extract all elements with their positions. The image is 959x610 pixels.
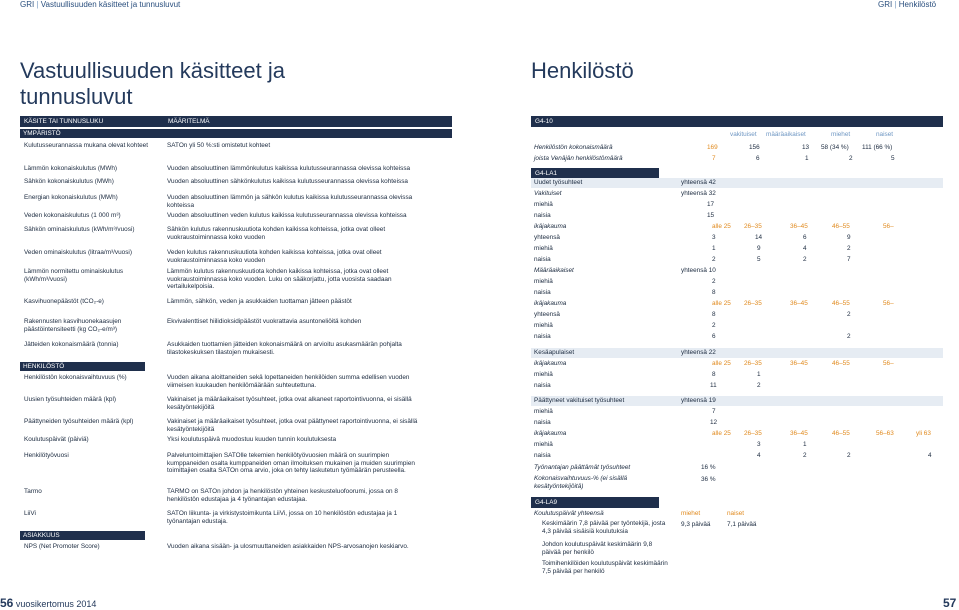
table-row <box>531 520 943 538</box>
page-title-right: Henkilöstö <box>531 58 634 83</box>
row-label: Keskimäärin 7,8 päivää per työntekijä, josta 4,3 päivää sisäisiä koulutuksia <box>542 520 666 535</box>
term: Henkilöstön kokonaisvaihtuvuus (%) <box>24 374 127 381</box>
definition: Yksi koulutuspäivä muodostuu kuuden tunnin koulutuksesta <box>167 436 337 443</box>
separator: | <box>894 0 899 9</box>
table-row <box>531 463 943 473</box>
cell: 7 <box>712 155 716 162</box>
cell: 11 <box>710 382 717 389</box>
cell: Kesäapulaiset <box>534 349 575 356</box>
cell: Päättyneet vakituiset työsuhteet <box>534 397 625 404</box>
cell: yli 63 <box>916 430 931 437</box>
gri-label: GRI <box>878 0 893 9</box>
definition: Vakinaiset ja määräaikaiset työsuhteet, jotka ovat päättyneet raportointivuonna, ei sisällä kesätyöntekijöitä <box>167 418 418 433</box>
cell: Määräaikaiset <box>534 267 574 274</box>
table-row <box>531 154 943 164</box>
cell: 5 <box>757 256 761 263</box>
cell: yhteensä 32 <box>681 190 716 197</box>
definition: Lämmön, sähkön, veden ja asukkaiden tuottaman jätteen päästöt <box>167 298 352 305</box>
definition: SATOn liikunta- ja virkistystoimikunta LiiVi, jossa on 10 henkilöstön edustajaa ja 1 työnantajan edustaja. <box>167 510 398 525</box>
term: LiiVi <box>24 510 36 517</box>
title-line1: Vastuullisuuden käsitteet ja <box>20 58 285 83</box>
cell: 17 <box>707 201 715 208</box>
la9-header: G4-LA9 <box>531 497 659 508</box>
cell: 6 <box>803 234 807 241</box>
cell: ikäjakauma <box>534 300 567 307</box>
table-row <box>531 381 943 391</box>
table-row <box>531 310 943 320</box>
cell: 7,1 päivää <box>727 521 757 528</box>
cell: 2 <box>803 452 807 459</box>
cell: 2 <box>847 452 851 459</box>
title-line2: tunnusluvut <box>20 84 133 109</box>
definition: Lämmön kulutus rakennuskuutiota kohden kaikissa kohteissa, jotka ovat olleet vuokraustoiminnassa koko vuoden. Luku on sääkorjattu, jotta vuosista saadaan vertailukelpoisia. <box>167 268 392 290</box>
table-row <box>531 288 943 298</box>
term: Lämmön kokonaiskulutus (MWh) <box>24 165 118 172</box>
table-row <box>531 359 943 369</box>
section-row <box>531 396 943 406</box>
cell: miehiä <box>534 278 553 285</box>
cell: yhteensä 19 <box>681 397 716 404</box>
term: Rakennusten kasvihuonekaasujen päästöintensiteetti (kg CO₂-e/m³) <box>24 318 122 333</box>
cell: Vakituiset <box>534 190 562 197</box>
section-cust: ASIAKKUUS <box>20 531 145 540</box>
table-row <box>531 332 943 342</box>
cell: 7 <box>847 256 851 263</box>
table-row <box>531 429 943 439</box>
table-row <box>531 407 943 417</box>
cell: 2 <box>757 382 761 389</box>
cell: 36–45 <box>790 430 808 437</box>
cell: alle 25 <box>712 430 731 437</box>
cell: 16 % <box>701 464 716 471</box>
definition: Vuoden aikana aloittaneiden sekä lopettaneiden henkilöiden summa edellisen vuoden viimeisen kuukauden henkilömäärään suhteutettuna. <box>167 374 410 389</box>
cell: 56– <box>883 360 894 367</box>
cell: 1 <box>712 245 716 252</box>
cell: 9,3 päivää <box>681 521 711 528</box>
definition: Vuoden absoluuttinen lämmönkulutus kaikissa kulutusseurannassa olevissa kohteissa <box>167 165 411 172</box>
term: Jätteiden kokonaismäärä (tonnia) <box>24 341 119 348</box>
term: Päättyneiden työsuhteiden määrä (kpl) <box>24 418 134 425</box>
table-row <box>531 189 943 199</box>
cell: alle 25 <box>712 223 731 230</box>
cell: yhteensä 22 <box>681 349 716 356</box>
cell: 46–55 <box>832 360 850 367</box>
hdr-vakituiset: vakituiset <box>730 131 757 138</box>
table-row <box>531 211 943 221</box>
cell: yhteensä 42 <box>681 179 716 186</box>
row-label: Uudet työsuhteet <box>534 179 583 186</box>
cell: 15 <box>707 212 715 219</box>
cell: naisia <box>534 382 551 389</box>
cell: 2 <box>803 256 807 263</box>
cell: naisia <box>534 333 551 340</box>
cell: 36 % <box>701 476 716 483</box>
term: Sähkön kokonaiskulutus (MWh) <box>24 178 114 185</box>
top-right-title: Henkilöstö <box>898 0 937 9</box>
cell: ikäjakauma <box>534 430 567 437</box>
page-title-left <box>20 58 285 110</box>
table-row <box>531 244 943 254</box>
definition: Vuoden absoluuttinen veden kulutus kaikissa kulutusseurannassa olevissa kohteissa <box>167 212 407 219</box>
col-header-row <box>531 130 943 140</box>
table-row <box>531 143 943 153</box>
table-row <box>531 541 943 559</box>
table-row <box>531 560 943 578</box>
section-row <box>531 178 943 188</box>
cell: 26–35 <box>744 223 762 230</box>
table-row <box>531 321 943 331</box>
cell: 2 <box>849 155 853 162</box>
cell: miehet <box>681 510 701 517</box>
cell: naisia <box>534 289 551 296</box>
cell: 9 <box>847 234 851 241</box>
cell: Koulutuspäivät yhteensä <box>534 510 604 517</box>
cell: 156 <box>749 144 760 151</box>
cell: 26–35 <box>744 430 762 437</box>
cell: alle 25 <box>712 360 731 367</box>
cell: miehiä <box>534 408 553 415</box>
row-label: Johdon koulutuspäivät keskimäärin 9,8 päivää per henkilö <box>542 541 653 556</box>
definition: Vuoden absoluuttinen lämmön ja sähkön kulutus kaikissa kulutusseurannassa olevissa kohteissa <box>167 194 413 209</box>
cell: 2 <box>847 333 851 340</box>
cell: 2 <box>712 322 716 329</box>
definitions-table <box>20 116 452 127</box>
term: Energian kokonaiskulutus (MWh) <box>24 194 118 201</box>
definition: Ekvivalenttiset hiilidioksidipäästöt vuokrattavia asuntoneliöitä kohden <box>167 318 362 325</box>
table-row <box>531 255 943 265</box>
definition: Vuoden aikana sisään- ja ulosmuuttaneiden asiakkaiden NPS-arvosanojen keskiarvo. <box>167 543 409 550</box>
cell: 13 <box>802 144 810 151</box>
cell: 6 <box>756 155 760 162</box>
cell: 169 <box>707 144 718 151</box>
cell: miehiä <box>534 371 553 378</box>
cell: naisia <box>534 419 551 426</box>
cell: 36–45 <box>790 223 808 230</box>
cell: 46–55 <box>832 430 850 437</box>
cell: 58 (34 %) <box>821 144 849 151</box>
section-row <box>531 348 943 358</box>
cell: yhteensä <box>534 234 560 241</box>
cell: naisia <box>534 452 551 459</box>
table-row <box>531 299 943 309</box>
term: Henkilötyövuosi <box>24 452 69 459</box>
cell: 5 <box>891 155 895 162</box>
definition: SATOn yli 50 %:sti omistetut kohteet <box>167 142 271 149</box>
cell: Työnantajan päättämät työsuhteet <box>534 464 631 471</box>
cell: 56– <box>883 223 894 230</box>
la1-header: G4-LA1 <box>531 168 659 179</box>
cell: miehiä <box>534 441 553 448</box>
gri-label: GRI <box>20 0 35 9</box>
table-row <box>531 277 943 287</box>
row-label: joista Venäjän henkilöstömäärä <box>534 155 623 162</box>
section-hr: HENKILÖSTÖ <box>20 362 145 371</box>
cell: 36–45 <box>790 360 808 367</box>
cell: naiset <box>727 510 745 517</box>
cell: miehiä <box>534 322 553 329</box>
term: NPS (Net Promoter Score) <box>24 543 100 550</box>
table-row <box>531 222 943 232</box>
table-row <box>531 509 943 519</box>
cell: naisia <box>534 256 551 263</box>
cell: 2 <box>712 278 716 285</box>
term: Tarmo <box>24 488 42 495</box>
cell: 8 <box>712 371 716 378</box>
definition: Palveluntoimittajien SATOlle tekemien henkilötyövuosien määrä on suurimpien kumppaneiden osalta kumppaneiden oman ilmoituksen mukainen ja muiden suurimpien toimittajien osalta SATOn oma arvio, joka on tehty laskutetun työmäärän perusteella. <box>167 452 415 474</box>
hdr-naiset: naiset <box>876 131 894 138</box>
cell: miehiä <box>534 201 553 208</box>
cell: 46–55 <box>832 223 850 230</box>
cell: 6 <box>712 333 716 340</box>
cell: 3 <box>757 441 761 448</box>
page-number: 56 <box>0 596 14 610</box>
cell: 4 <box>757 452 761 459</box>
col-definition-header: MÄÄRITELMÄ <box>168 118 210 125</box>
term: Kulutusseurannassa mukana olevat kohteet <box>24 142 148 149</box>
cell: yhteensä <box>534 311 560 318</box>
cell: 56– <box>883 300 894 307</box>
section-env: YMPÄRISTÖ <box>20 129 452 138</box>
cell: alle 25 <box>712 300 731 307</box>
row-label: Henkilöstön kokonaismäärä <box>534 144 613 151</box>
cell: 7 <box>712 408 716 415</box>
row-label: Kokonaisvaihtuvuus-% (ei sisällä kesätyöntekijöitä) <box>534 475 628 490</box>
term: Sähkön ominaiskulutus (kWh/m³/vuosi) <box>24 226 135 233</box>
table-row <box>531 440 943 450</box>
cell: 2 <box>847 311 851 318</box>
cell: 14 <box>755 234 763 241</box>
cell: 1 <box>803 441 807 448</box>
definition: Sähkön kulutus rakennuskuutiota kohden kaikissa kohteissa, jotka ovat olleet vuokraustoiminnassa koko vuoden <box>167 226 386 241</box>
top-left-title: Vastuullisuuden käsitteet ja tunnusluvut <box>40 0 181 9</box>
table-row <box>531 451 943 461</box>
cell: 2 <box>847 245 851 252</box>
row-label: Toimihenkilöiden koulutuspäivät keskimäärin 7,5 päivää per henkilö <box>542 560 668 575</box>
cell: 4 <box>928 452 932 459</box>
top-right-bar <box>878 0 936 9</box>
cell: 111 (66 %) <box>862 144 893 151</box>
col-term-header: KÄSITE TAI TUNNUSLUKU <box>24 118 104 125</box>
term: Lämmön normitettu ominaiskulutus (kWh/m³/vuosi) <box>24 268 124 283</box>
cell: 1 <box>805 155 809 162</box>
cell: 26–35 <box>744 300 762 307</box>
cell: 36–45 <box>790 300 808 307</box>
footer-text: vuosikertomus 2014 <box>15 599 97 609</box>
term: Koulutuspäivät (päiviä) <box>24 436 89 443</box>
page-number: 57 <box>943 596 957 610</box>
table-row <box>531 266 943 276</box>
definition: Veden kulutus rakennuskuutiota kohden kaikissa kohteissa, jotka ovat olleet vuokraustoiminnassa koko vuoden <box>167 249 382 264</box>
table-row <box>531 475 943 495</box>
cell: 26–35 <box>744 360 762 367</box>
cell: 12 <box>710 419 718 426</box>
table-row <box>531 233 943 243</box>
term: Kasvihuonepäästöt (tCO₂-e) <box>24 298 104 305</box>
term: Veden kokonaiskulutus (1 000 m³) <box>24 212 121 219</box>
cell: miehiä <box>534 245 553 252</box>
cell: naisia <box>534 212 551 219</box>
definition: Asukkaiden tuottamien jätteiden kokonaismäärä on arvioitu asukasmäärän pohjalta tilastokeskuksen tilastojen mukaisesti. <box>167 341 402 356</box>
table-row <box>531 370 943 380</box>
cell: 56–63 <box>876 430 894 437</box>
hdr-maaraaikaiset: määräaikaiset <box>766 131 806 138</box>
term: Veden ominaiskulutus (litraa/m³/vuosi) <box>24 249 132 256</box>
table-row <box>531 418 943 428</box>
table-row <box>531 200 943 210</box>
cell: 2 <box>712 256 716 263</box>
cell: 9 <box>757 245 761 252</box>
table-header <box>20 116 452 127</box>
cell: 1 <box>757 371 761 378</box>
cell: ikäjakauma <box>534 223 567 230</box>
definition: TARMO on SATOn johdon ja henkilöstön yhteinen keskusteluofoorumi, jossa on 8 henkilöstön edustajaa ja 4 työnantajan edustajaa. <box>167 488 398 503</box>
definition: Vakinaiset ja määräaikaiset työsuhteet, jotka ovat alkaneet raportointivuonna, ei sisällä kesätyöntekijöitä <box>167 396 412 411</box>
separator: | <box>36 0 41 9</box>
top-left-bar <box>20 0 180 9</box>
cell: 3 <box>712 234 716 241</box>
definition: Vuoden absoluuttinen sähkönkulutus kaikissa kulutusseurannassa olevissa kohteissa <box>167 178 408 185</box>
cell: 8 <box>712 289 716 296</box>
cell: ikäjakauma <box>534 360 567 367</box>
g410-header: G4-10 <box>531 116 943 127</box>
term: Uusien työsuhteiden määrä (kpl) <box>24 396 116 403</box>
cell: 46–55 <box>832 300 850 307</box>
cell: 8 <box>712 311 716 318</box>
cell: 4 <box>803 245 807 252</box>
hdr-miehet: miehet <box>831 131 851 138</box>
cell: yhteensä 10 <box>681 267 716 274</box>
